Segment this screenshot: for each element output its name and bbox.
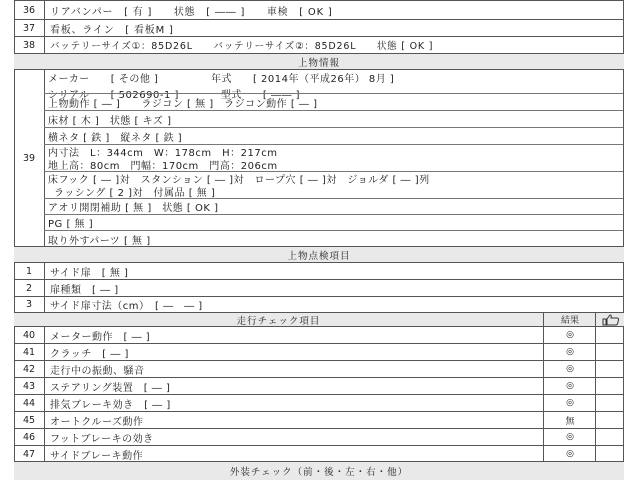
item39-block-operation [44, 93, 623, 110]
row-text: サイド扉 [ 無 ] [50, 267, 129, 279]
item39-block-aori [44, 198, 623, 214]
empty-cell [595, 429, 625, 445]
section-header-tenken: 上物点検項目 [14, 246, 624, 262]
row-text: 扉種類 [ ― ] [50, 284, 119, 296]
row-text: 排気ブレーキ効き [ ― ] [50, 399, 171, 411]
table-row [14, 360, 624, 377]
item39-line-pg: PG [ 無 ] [48, 219, 94, 230]
item39-line-height: 地上高：80cm 門幅：170cm 門高：206cm [48, 161, 278, 172]
section-header-soko-row [14, 312, 624, 326]
row-number: 1 [14, 263, 45, 279]
row-number-39: 39 [14, 69, 45, 247]
item39-block-pg [44, 214, 623, 230]
empty-cell [595, 395, 625, 411]
table-row [14, 326, 624, 343]
item39-line-operation: 上物動作 [ ― ] ラジコン [ 無 ] ラジコン動作 [ ― ] [48, 98, 318, 110]
item39-line-hooks: 床フック [ ― ]対 スタンション [ ― ]対 ロープ穴 [ ― ]対 ジョルダ [ ― ]列 [48, 175, 430, 186]
item39-line-maker: メーカー [ その他 ] 年式 [ 2014年（平成26年） 8月 ] [48, 73, 395, 85]
table-row-38 [14, 36, 624, 53]
result-header: 結果 [543, 313, 596, 326]
row-text: 看板、ライン [ 看板M ] [50, 24, 174, 36]
row-number: 44 [14, 395, 45, 411]
result-cell: ◎ [543, 344, 596, 360]
table-row [14, 343, 624, 360]
row-number: 45 [14, 412, 45, 428]
row-number: 43 [14, 378, 45, 394]
item39-block-dimensions [44, 144, 623, 171]
row-number: 41 [14, 344, 45, 360]
empty-cell [595, 344, 625, 360]
item39-line-lashing: ラッシング [ 2 ]対 付属品 [ 無 ] [54, 188, 216, 199]
row-text: サイドブレーキ動作 [50, 450, 144, 462]
item39-line-serial: シリアル [ 502690-1 ] 型式 [ ―― ] [48, 89, 301, 101]
row-number: 42 [14, 361, 45, 377]
result-cell: ◎ [543, 395, 596, 411]
item39-block-hooks [44, 171, 623, 198]
table-row [14, 394, 624, 411]
table-row [14, 428, 624, 445]
row-text: ステアリング装置 [ ― ] [50, 382, 171, 394]
row-number: 3 [14, 297, 45, 312]
item39-line-parts: 取り外すパーツ [ 無 ] [48, 235, 151, 247]
section-header-soko: 走行チェック項目 [236, 315, 321, 327]
item39-block-floor [44, 110, 623, 127]
row-number: 47 [14, 446, 45, 462]
row-text: 走行中の振動、騒音 [50, 365, 145, 377]
table-row-t1 [14, 262, 624, 279]
item39-line-aori: アオリ開閉補助 [ 無 ] 状態 [ OK ] [48, 203, 219, 214]
item39-line-inner-size: 内寸法 L：344cm W：178cm H：217cm [48, 148, 278, 159]
empty-cell [595, 378, 625, 394]
empty-cell [595, 446, 625, 462]
thumbs-up-icon [595, 313, 625, 326]
table-row [14, 445, 624, 462]
result-cell: ◎ [543, 327, 596, 343]
row-number: 46 [14, 429, 45, 445]
result-cell: 無 [543, 412, 596, 428]
row-text: オートクルーズ動作 [50, 416, 144, 428]
row-text: メーター動作 [ ― ] [50, 331, 151, 343]
result-cell: ◎ [543, 446, 596, 462]
result-cell: ◎ [543, 378, 596, 394]
result-cell: ◎ [543, 429, 596, 445]
item39-block-beams [44, 127, 623, 144]
empty-cell [595, 412, 625, 428]
item39-block-parts [44, 230, 623, 247]
row-text: バッテリーサイズ①：85D26L バッテリーサイズ②：85D26L 状態 [ OK ] [50, 41, 434, 52]
table-row [14, 411, 624, 428]
empty-cell [595, 361, 625, 377]
row-number: 37 [14, 20, 45, 36]
table-row-36 [14, 0, 624, 19]
result-cell: ◎ [543, 361, 596, 377]
row-text: クラッチ [ ― ] [50, 348, 129, 360]
section-header-uwamono: 上物情報 [14, 53, 624, 69]
empty-cell [595, 327, 625, 343]
row-number: 36 [14, 1, 45, 19]
row-number: 2 [14, 280, 45, 296]
item39-line-floor: 床材 [ 木 ] 状態 [ キズ ] [48, 115, 172, 127]
row-number: 38 [14, 37, 45, 53]
table-row-t2 [14, 279, 624, 296]
table-row-37 [14, 19, 624, 36]
table-row-t3 [14, 296, 624, 312]
row-text: サイド扉寸法（cm） [ ― ― ] [50, 301, 203, 312]
row-text: フットブレーキの効き [50, 433, 154, 445]
section-header-gaiso: 外装チェック（前・後・左・右・他） [14, 461, 624, 480]
row-number: 40 [14, 327, 45, 343]
row-text: リアバンパー [ 有 ] 状態 [ ―― ] 車検 [ OK ] [50, 6, 333, 18]
item39-line-beams: 横ネタ [ 鉄 ] 縦ネタ [ 鉄 ] [48, 132, 183, 144]
table-row [14, 377, 624, 394]
